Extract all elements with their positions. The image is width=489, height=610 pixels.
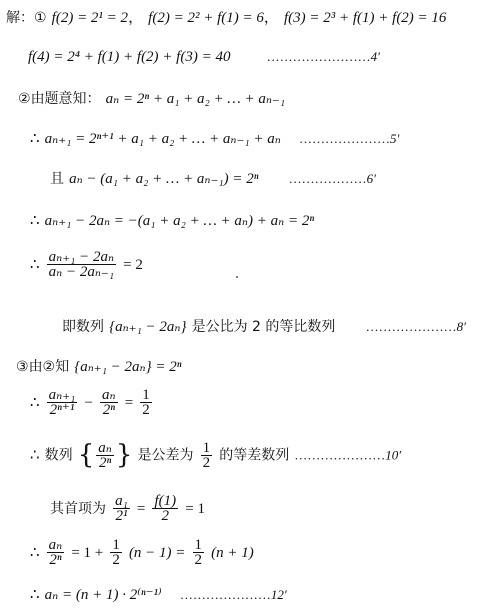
dots-leader: ………………… [294,447,386,463]
geometric-text: 是公比为 2 的等比数列 [191,319,336,335]
part-3-lead: 由②知 [28,359,70,375]
f4-line [28,46,380,66]
f1-fraction [152,494,178,523]
first-term-line [50,494,205,523]
ratio-value: = 2 [123,257,143,273]
formula-sequence: {aₙ₊₁ − 2aₙ} [109,319,187,335]
arithmetic-text: 的等差数列 [219,447,290,464]
part-3-mark: ③ [16,359,29,375]
and-lead: 且 [50,171,64,187]
numerator: aₙ [48,537,63,553]
part-2-mark: ② [18,91,31,107]
intro-line: 解：① f(2) = 2¹ = 2， f(2) = 2² + f(1) = 6， f(3) = 2³ + f(1) + f(2) = 16 [6,10,447,26]
numerator: 1 [112,537,120,553]
scaled-difference-line [30,388,154,417]
half-fraction [110,538,122,567]
ratio-fraction [47,250,116,279]
score-8: 8′ [456,319,466,334]
recurrence-line [30,210,314,230]
numerator: a₁ [115,493,128,509]
denominator: 2ⁿ [49,552,62,568]
fraction-2 [100,388,118,417]
numerator: aₙ₊₁ [48,387,76,403]
solution-label: 解： [6,10,34,26]
numerator: 1 [142,387,150,403]
formula-general-term: aₙ = (n + 1) · 2⁽ⁿ⁻¹⁾ [44,587,162,603]
numerator: 1 [194,537,203,553]
dots-leader: ………………… [179,587,271,602]
score-10: 10′ [385,447,402,463]
formula-f2-first: f(2) = 2¹ = 2 [51,10,129,26]
part-1-mark: ① [34,10,47,26]
score-12: 12′ [270,587,287,602]
score-5: 5′ [389,131,400,146]
equals-sign: = [124,395,134,411]
formula-an: aₙ = 2ⁿ + a₁ + a₂ + … + aₙ₋₁ [105,91,286,107]
formula-part-3: {aₙ₊₁ − 2aₙ} = 2ⁿ [74,359,182,375]
denominator: 2ⁿ⁺¹ [49,402,75,418]
sequence-lead: 即数列 [62,319,104,335]
ratio-denominator: aₙ − 2aₙ₋₁ [48,264,115,280]
sequence-fraction [96,441,114,470]
half-fraction [193,538,205,567]
therefore-symbol: ∴ [30,545,40,561]
first-term-fraction [113,494,130,523]
first-term-lead: 其首项为 [50,501,106,517]
score-4: 4′ [370,49,380,64]
denominator: 2 [194,552,203,568]
therefore-symbol: ∴ [30,587,40,603]
fraction-3 [140,388,152,417]
denominator: 2 [161,508,170,524]
general-term-ratio-line [30,538,254,567]
formula-f2-second: f(2) = 2² + f(1) = 6 [148,10,264,26]
denominator: 2 [112,552,120,568]
denominator: 2 [202,454,211,471]
therefore-symbol: ∴ [30,131,40,147]
part-2-lead: 由题意知： [30,91,101,107]
stray-mark [236,276,238,278]
expression-part: = 1 + [71,545,104,561]
therefore-symbol: ∴ [30,213,40,229]
formula-recurrence: aₙ₊₁ − 2aₙ = −(a₁ + a₂ + … + aₙ) + aₙ = 2ⁿ [44,213,315,229]
denominator: 2 [142,402,150,418]
sequence-lead: 数列 [44,447,73,464]
dots-leader: ………………… [298,131,390,146]
an-plus-1-line [30,128,399,148]
expression-part: (n − 1) = [128,545,186,561]
numerator: aₙ [98,439,112,456]
formula-f3: f(3) = 2³ + f(1) + f(2) = 16 [283,10,447,26]
dots-leader: ……………… [288,171,367,186]
numerator: aₙ [102,387,116,403]
expression-part: (n + 1) [211,545,254,561]
difference-line [50,168,376,188]
denominator: 2¹ [115,508,128,524]
therefore-symbol: ∴ [30,447,40,464]
dots-leader: …………………… [266,49,371,64]
an-over-2n-fraction [47,538,65,567]
therefore-symbol: ∴ [30,257,40,273]
numerator: f(1) [154,493,177,509]
minus-sign: − [84,395,93,411]
ratio-numerator: aₙ₊₁ − 2aₙ [48,249,115,265]
first-term-value: = 1 [185,501,205,517]
denominator: 2ⁿ [102,402,115,418]
part-3-line [16,356,181,376]
formula-an-plus-1: aₙ₊₁ = 2ⁿ⁺¹ + a₁ + a₂ + … + aₙ₋₁ + aₙ [44,131,281,147]
numerator: 1 [202,439,211,456]
general-term-line [30,584,287,604]
arithmetic-line: ∴ 数列 { $\frac{\text{aₙ}}{\text{2ⁿ}}$ } 是公差为 $\frac{1}{2}$ 的等差数列 …………………10′ [30,439,402,471]
half-fraction [201,441,213,470]
ratio-line [30,250,143,279]
formula-difference: aₙ − (a₁ + a₂ + … + aₙ₋₁) = 2ⁿ [69,171,259,187]
equals-sign: = [136,501,146,517]
fraction-1 [47,388,78,417]
therefore-symbol: ∴ [30,395,40,411]
denominator: 2ⁿ [98,454,112,471]
common-difference-text: 是公差为 [137,447,194,464]
score-6: 6′ [366,171,377,186]
geometric-line [62,316,466,336]
formula-f4: f(4) = 2⁴ + f(1) + f(2) + f(3) = 40 [28,49,231,65]
part-2-line [18,88,285,108]
dots-leader: ………………… [365,319,457,334]
